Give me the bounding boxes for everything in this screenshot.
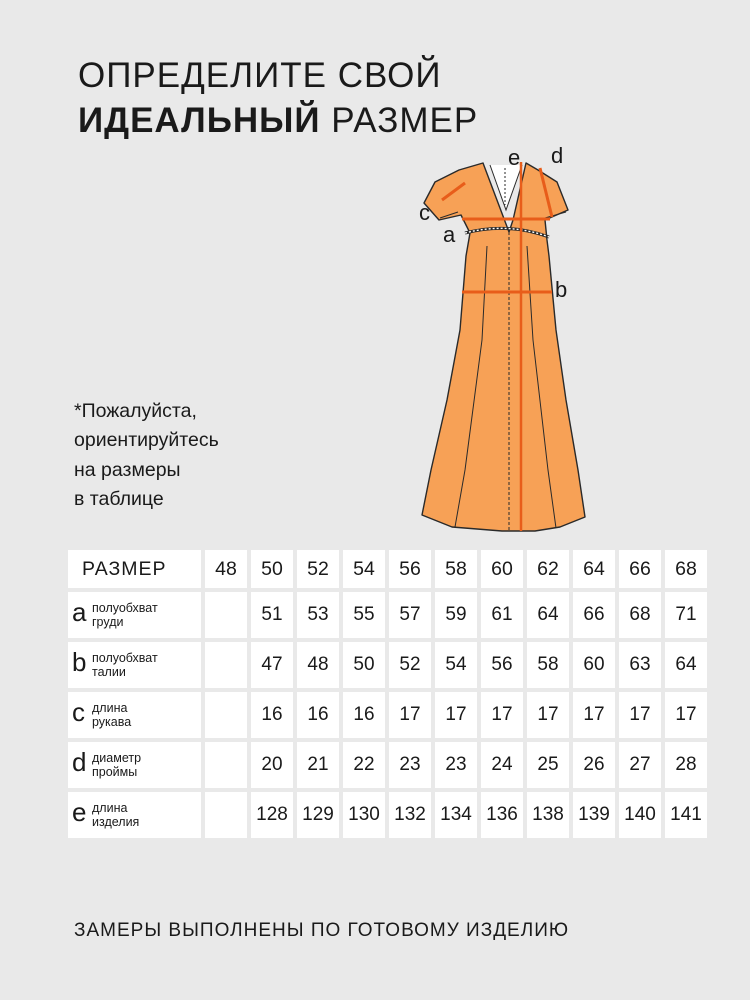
param-desc-line-1: полуобхват (92, 600, 158, 615)
value-cell (205, 642, 247, 688)
size-header-label: РАЗМЕР (68, 550, 201, 588)
value-cell (205, 742, 247, 788)
value-cell: 26 (573, 742, 615, 788)
value-cell: 71 (665, 592, 707, 638)
value-cell: 22 (343, 742, 385, 788)
value-cell: 132 (389, 792, 431, 838)
size-header-cell: 48 (205, 550, 247, 588)
param-cell (68, 792, 201, 838)
param-desc-line-1: диаметр (92, 750, 142, 765)
value-cell: 136 (481, 792, 523, 838)
value-cell: 48 (297, 642, 339, 688)
note-line-3: на размеры (74, 458, 181, 481)
value-cell: 64 (527, 592, 569, 638)
size-header-cell: 62 (527, 550, 569, 588)
param-desc (92, 651, 158, 680)
value-cell: 17 (527, 692, 569, 738)
table-row (68, 692, 707, 738)
title-line-2 (78, 99, 478, 144)
param-cell (68, 592, 201, 638)
value-cell: 21 (297, 742, 339, 788)
value-cell: 23 (389, 742, 431, 788)
label-e: e (508, 145, 521, 170)
size-header-cell: 68 (665, 550, 707, 588)
param-cell (68, 742, 201, 788)
value-cell: 59 (435, 592, 477, 638)
value-cell (205, 692, 247, 738)
size-header-cell: 58 (435, 550, 477, 588)
label-b: b (555, 277, 568, 302)
value-cell: 58 (527, 642, 569, 688)
table-row (68, 642, 707, 688)
size-table (64, 546, 711, 842)
value-cell: 17 (619, 692, 661, 738)
size-header-cell: 54 (343, 550, 385, 588)
param-desc (92, 801, 139, 830)
size-header-cell: 66 (619, 550, 661, 588)
value-cell: 128 (251, 792, 293, 838)
note-line-4: в таблице (74, 487, 164, 510)
value-cell: 129 (297, 792, 339, 838)
param-cell (68, 692, 201, 738)
param-desc-line-2: груди (92, 615, 124, 629)
size-header-row (68, 550, 707, 588)
value-cell: 17 (573, 692, 615, 738)
param-letter: b (72, 647, 87, 677)
table-row (68, 592, 707, 638)
label-a: a (443, 222, 456, 247)
dress-diagram (400, 140, 600, 540)
table-row (68, 792, 707, 838)
value-cell: 47 (251, 642, 293, 688)
param-desc-line-2: изделия (92, 815, 140, 829)
value-cell: 130 (343, 792, 385, 838)
value-cell: 56 (481, 642, 523, 688)
value-cell: 17 (481, 692, 523, 738)
value-cell: 55 (343, 592, 385, 638)
value-cell: 60 (573, 642, 615, 688)
value-cell: 17 (389, 692, 431, 738)
param-desc-line-1: полуобхват (92, 650, 158, 665)
size-header-cell: 50 (251, 550, 293, 588)
value-cell: 16 (251, 692, 293, 738)
table-row (68, 742, 707, 788)
param-letter: a (72, 597, 87, 627)
value-cell: 52 (389, 642, 431, 688)
title-bold-word: ИДЕАЛЬНЫЙ (78, 100, 321, 140)
value-cell: 50 (343, 642, 385, 688)
value-cell: 61 (481, 592, 523, 638)
value-cell: 140 (619, 792, 661, 838)
size-header-cell: 56 (389, 550, 431, 588)
value-cell: 25 (527, 742, 569, 788)
size-note (74, 397, 219, 514)
value-cell: 23 (435, 742, 477, 788)
value-cell: 134 (435, 792, 477, 838)
size-header-cell: 64 (573, 550, 615, 588)
value-cell: 16 (297, 692, 339, 738)
value-cell: 20 (251, 742, 293, 788)
value-cell: 66 (573, 592, 615, 638)
value-cell: 68 (619, 592, 661, 638)
param-letter: d (72, 747, 87, 777)
value-cell: 16 (343, 692, 385, 738)
param-desc-line-1: длина (92, 700, 128, 715)
value-cell: 51 (251, 592, 293, 638)
param-desc-line-2: проймы (92, 765, 138, 779)
footer-note: ЗАМЕРЫ ВЫПОЛНЕНЫ ПО ГОТОВОМУ ИЗДЕЛИЮ (74, 920, 570, 941)
value-cell: 141 (665, 792, 707, 838)
value-cell: 138 (527, 792, 569, 838)
label-c: c (419, 200, 430, 225)
value-cell: 54 (435, 642, 477, 688)
value-cell: 28 (665, 742, 707, 788)
value-cell: 24 (481, 742, 523, 788)
param-cell (68, 642, 201, 688)
value-cell: 57 (389, 592, 431, 638)
title-rest-word: РАЗМЕР (331, 100, 479, 140)
note-line-1: *Пожалуйста, (74, 400, 197, 422)
title-line-1: ОПРЕДЕЛИТЕ СВОЙ (78, 56, 442, 95)
value-cell: 17 (665, 692, 707, 738)
param-desc-line-1: длина (92, 800, 128, 815)
value-cell: 64 (665, 642, 707, 688)
value-cell: 139 (573, 792, 615, 838)
param-letter: e (72, 797, 87, 827)
value-cell: 63 (619, 642, 661, 688)
param-desc (92, 601, 158, 630)
param-desc (92, 701, 131, 730)
value-cell: 53 (297, 592, 339, 638)
param-desc (92, 751, 141, 780)
param-desc-line-2: рукава (92, 715, 132, 729)
value-cell (205, 792, 247, 838)
size-header-cell: 52 (297, 550, 339, 588)
size-header-cell: 60 (481, 550, 523, 588)
label-d: d (551, 143, 564, 168)
page-title (78, 54, 478, 144)
param-desc-line-2: талии (92, 665, 126, 679)
param-letter: c (72, 697, 85, 727)
value-cell: 27 (619, 742, 661, 788)
note-line-2: ориентируйтесь (74, 429, 219, 452)
value-cell (205, 592, 247, 638)
value-cell: 17 (435, 692, 477, 738)
